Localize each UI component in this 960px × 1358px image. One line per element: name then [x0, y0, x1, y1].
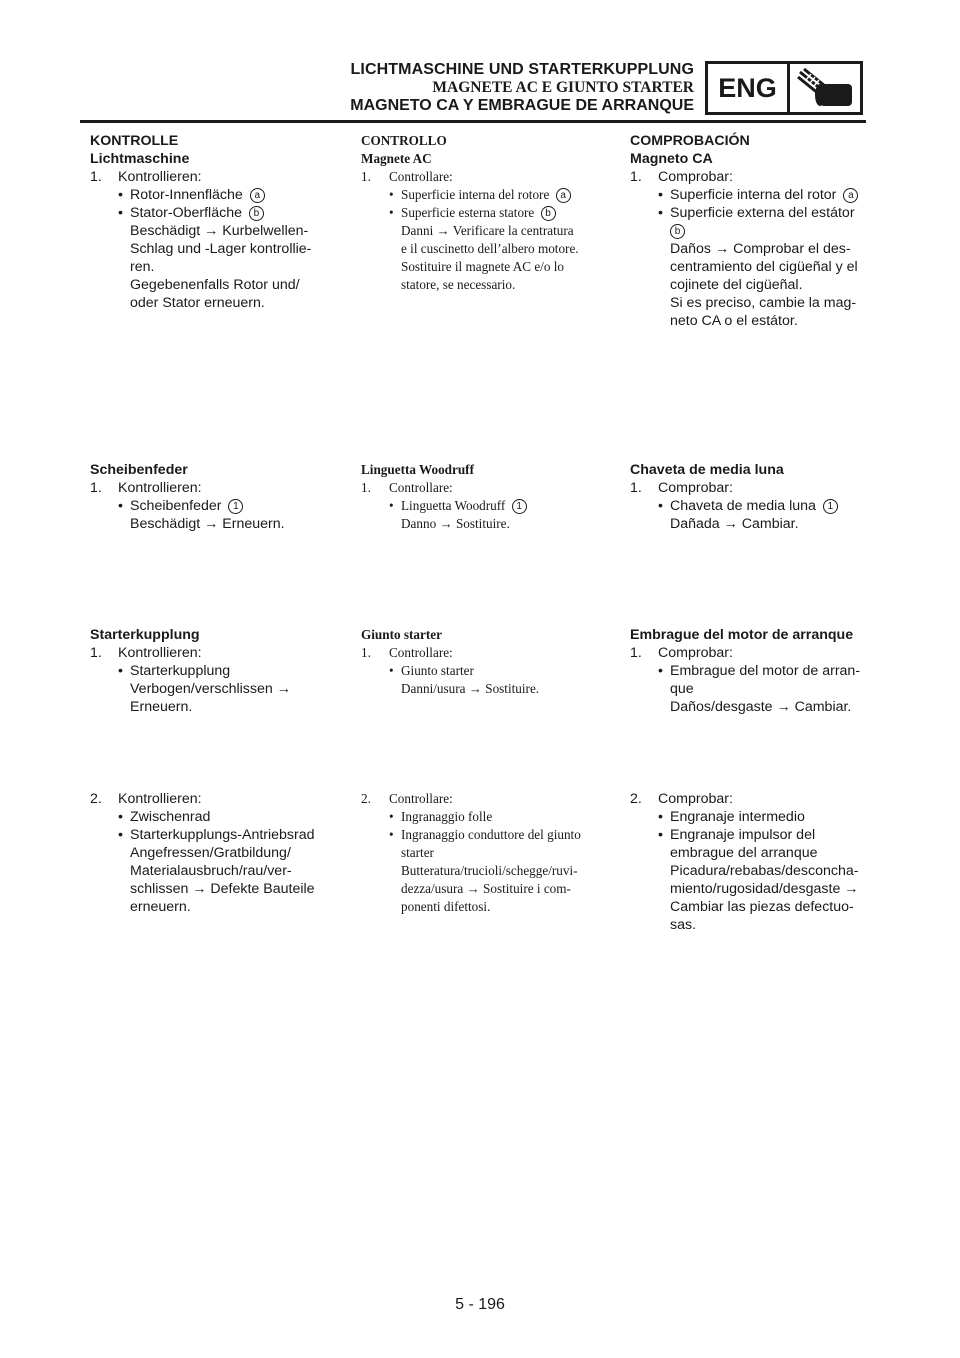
- bullet-item: • Ingranaggio folle: [389, 809, 493, 824]
- step-text: Kontrollieren:: [118, 169, 202, 185]
- detail-line: Sostituire il magnete AC e/o lo: [401, 259, 564, 274]
- subheading: Magneto CA: [630, 151, 713, 167]
- detail-line: embrague del arranque: [670, 845, 818, 861]
- step-item: [630, 168, 870, 186]
- bullet-item: • Giunto starter: [389, 663, 474, 678]
- bullet-text: Superficie externa del estátor: [670, 205, 855, 221]
- heading: COMPROBACIÓN: [630, 133, 750, 149]
- step-number: 1.: [630, 480, 642, 496]
- detail-line: schlissen → Defekte Bauteile: [130, 881, 315, 897]
- bullet-text: Engranaje intermedio: [670, 809, 805, 825]
- bullet-item: • Ingranaggio conduttore del giunto: [389, 827, 581, 842]
- step-item: [90, 644, 330, 662]
- page-number: 5 - 196: [455, 1296, 505, 1313]
- bullet-text: Ingranaggio folle: [401, 809, 493, 824]
- step-item: [630, 479, 870, 497]
- bullet-item: • Superficie externa del estátor: [658, 205, 855, 221]
- detail-line: Erneuern.: [130, 699, 193, 715]
- detail-line: Schlag und -Lager kontrollie-: [130, 241, 312, 257]
- callout-label: 1: [823, 499, 838, 514]
- bullet-text: Superficie interna del rotore: [401, 187, 550, 202]
- bullet-text: Zwischenrad: [130, 809, 211, 825]
- bullet-item: • Engranaje impulsor del: [658, 827, 816, 843]
- section-de-zwischenrad: [90, 790, 330, 916]
- page-header: [0, 58, 960, 124]
- bullet-item: • Zwischenrad: [118, 809, 211, 825]
- bullet-text: Superficie esterna statore: [401, 205, 535, 220]
- callout-label: b: [249, 206, 264, 221]
- title-spanish: MAGNETO CA Y EMBRAGUE DE ARRANQUE: [350, 97, 694, 114]
- bullet-item: • Superficie interna del rotore a: [361, 186, 601, 204]
- section-es-magneto: [630, 132, 870, 330]
- detail-line: que: [670, 681, 694, 697]
- step-number: 1.: [630, 169, 642, 185]
- step-text: Comprobar:: [658, 791, 733, 807]
- step-text: Controllare:: [389, 169, 453, 184]
- header-rule: [80, 120, 866, 123]
- heading: Linguetta Woodruff: [361, 462, 474, 477]
- section-es-chaveta: [630, 461, 870, 533]
- section-it-linguetta: [361, 461, 601, 533]
- callout-label: a: [556, 188, 571, 203]
- step-text: Kontrollieren:: [118, 791, 202, 807]
- detail-line: Beschädigt → Erneuern.: [130, 516, 285, 532]
- step-text: Kontrollieren:: [118, 480, 202, 496]
- section-es-engranajes: [630, 790, 870, 934]
- step-number: 1.: [361, 480, 371, 495]
- detail-line: Butteratura/trucioli/schegge/ruvi-: [401, 863, 578, 878]
- bullet-text: Superficie interna del rotor: [670, 187, 837, 203]
- header-titles: [94, 60, 694, 115]
- step-item: [90, 790, 330, 808]
- bullet-text: Rotor-Innenfläche: [130, 187, 243, 203]
- bullet-item: • Engranaje intermedio: [658, 809, 805, 825]
- step-text: Comprobar:: [658, 480, 733, 496]
- title-italian: MAGNETE AC E GIUNTO STARTER: [432, 79, 694, 96]
- step-number: 1.: [90, 480, 102, 496]
- bullet-text: Scheibenfeder: [130, 498, 222, 514]
- step-number: 1.: [361, 169, 371, 184]
- eng-badge: [705, 61, 863, 115]
- detail-line: starter: [401, 845, 434, 860]
- bullet-item: • Linguetta Woodruff 1: [361, 497, 601, 515]
- bullet-text: Ingranaggio conduttore del giunto: [401, 827, 581, 842]
- step-number: 1.: [90, 169, 102, 185]
- section-it-giunto: [361, 626, 601, 698]
- eng-label: ENG: [708, 64, 790, 112]
- step-number: 2.: [630, 791, 642, 807]
- detail-line: Danni/usura → Sostituire.: [401, 681, 540, 696]
- heading: Starterkupplung: [90, 627, 200, 643]
- step-item: [630, 644, 870, 662]
- step-item: [361, 479, 601, 497]
- detail-line: cojinete del cigüeñal.: [670, 277, 803, 293]
- detail-line: sas.: [670, 917, 697, 933]
- callout-label: b: [541, 206, 556, 221]
- heading: KONTROLLE: [90, 133, 179, 149]
- detail-line: ponenti difettosi.: [401, 899, 491, 914]
- callout-label: b: [670, 224, 685, 239]
- bullet-text: Stator-Oberfläche: [130, 205, 242, 221]
- callout-label: 1: [228, 499, 243, 514]
- step-number: 2.: [90, 791, 102, 807]
- bullet-item: • Rotor-Innenfläche a: [90, 186, 330, 204]
- bullet-text: Embrague del motor de arran-: [670, 663, 861, 679]
- detail-line: Verbogen/verschlissen →: [130, 681, 291, 697]
- section-de-lichtmaschine: [90, 132, 330, 312]
- step-text: Controllare:: [389, 791, 453, 806]
- step-item: [90, 168, 330, 186]
- subheading: Magnete AC: [361, 151, 432, 166]
- detail-line: erneuern.: [130, 899, 191, 915]
- step-number: 1.: [90, 645, 102, 661]
- title-german: LICHTMASCHINE UND STARTERKUPPLUNG: [350, 61, 694, 78]
- engine-bolt-icon: [790, 64, 860, 112]
- detail-line: Danni → Verificare la centratura: [401, 223, 574, 238]
- heading: Chaveta de media luna: [630, 462, 784, 478]
- detail-line: Cambiar las piezas defectuo-: [670, 899, 854, 915]
- step-item: [361, 644, 601, 662]
- detail-line: centramiento del cigüeñal y el: [670, 259, 858, 275]
- detail-line: Danno → Sostituire.: [401, 516, 510, 531]
- detail-line: Materialausbruch/rau/ver-: [130, 863, 292, 879]
- subheading: Lichtmaschine: [90, 151, 190, 167]
- callout-line: [630, 222, 870, 240]
- detail-line: Gegebenenfalls Rotor und/: [130, 277, 300, 293]
- bullet-item: • Embrague del motor de arran-: [658, 663, 861, 679]
- detail-line: Beschädigt → Kurbelwellen-: [130, 223, 309, 239]
- detail-line: e il cuscinetto dell’albero motore.: [401, 241, 579, 256]
- section-it-magnete: [361, 132, 601, 294]
- callout-label: a: [843, 188, 858, 203]
- detail-line: Daños → Comprobar el des-: [670, 241, 851, 257]
- detail-line: neto CA o el estátor.: [670, 313, 798, 329]
- step-item: [361, 168, 601, 186]
- heading: Embrague del motor de arranque: [630, 627, 854, 643]
- step-number: 1.: [630, 645, 642, 661]
- step-text: Kontrollieren:: [118, 645, 202, 661]
- detail-line: Si es preciso, cambie la mag-: [670, 295, 857, 311]
- step-number: 1.: [361, 645, 371, 660]
- detail-line: Picadura/rebabas/desconcha-: [670, 863, 859, 879]
- detail-line: Angefressen/Gratbildung/: [130, 845, 291, 861]
- callout-label: a: [250, 188, 265, 203]
- bullet-text: Chaveta de media luna: [670, 498, 816, 514]
- detail-line: Dañada → Cambiar.: [670, 516, 799, 532]
- step-text: Comprobar:: [658, 169, 733, 185]
- bullet-text: Giunto starter: [401, 663, 474, 678]
- heading: CONTROLLO: [361, 133, 447, 148]
- step-item: [90, 479, 330, 497]
- bullet-item: • Superficie interna del rotor a: [630, 186, 870, 204]
- step-text: Comprobar:: [658, 645, 733, 661]
- bullet-text: Engranaje impulsor del: [670, 827, 816, 843]
- section-de-scheibenfeder: [90, 461, 330, 533]
- bullet-item: • Stator-Oberfläche b: [90, 204, 330, 222]
- step-text: Controllare:: [389, 480, 453, 495]
- step-item: [361, 790, 601, 808]
- callout-label: 1: [512, 499, 527, 514]
- step-item: [630, 790, 870, 808]
- heading: Scheibenfeder: [90, 462, 188, 478]
- section-de-starterkupplung: [90, 626, 330, 716]
- bullet-text: Starterkupplungs-Antriebsrad: [130, 827, 315, 843]
- detail-line: oder Stator erneuern.: [130, 295, 265, 311]
- bullet-text: Starterkupplung: [130, 663, 231, 679]
- detail-line: miento/rugosidad/desgaste →: [670, 881, 859, 897]
- bullet-item: • Chaveta de media luna 1: [630, 497, 870, 515]
- detail-line: ren.: [130, 259, 155, 275]
- bullet-item: • Superficie esterna statore b: [361, 204, 601, 222]
- bullet-item: • Starterkupplungs-Antriebsrad: [118, 827, 315, 843]
- section-es-embrague: [630, 626, 870, 716]
- bullet-item: • Starterkupplung: [118, 663, 231, 679]
- bullet-item: • Scheibenfeder 1: [90, 497, 330, 515]
- step-number: 2.: [361, 791, 371, 806]
- bullet-text: Linguetta Woodruff: [401, 498, 506, 513]
- detail-line: Daños/desgaste → Cambiar.: [670, 699, 852, 715]
- heading: Giunto starter: [361, 627, 442, 642]
- detail-line: dezza/usura → Sostituire i com-: [401, 881, 571, 896]
- section-it-ingranaggi: [361, 790, 601, 916]
- detail-line: statore, se necessario.: [401, 277, 516, 292]
- step-text: Controllare:: [389, 645, 453, 660]
